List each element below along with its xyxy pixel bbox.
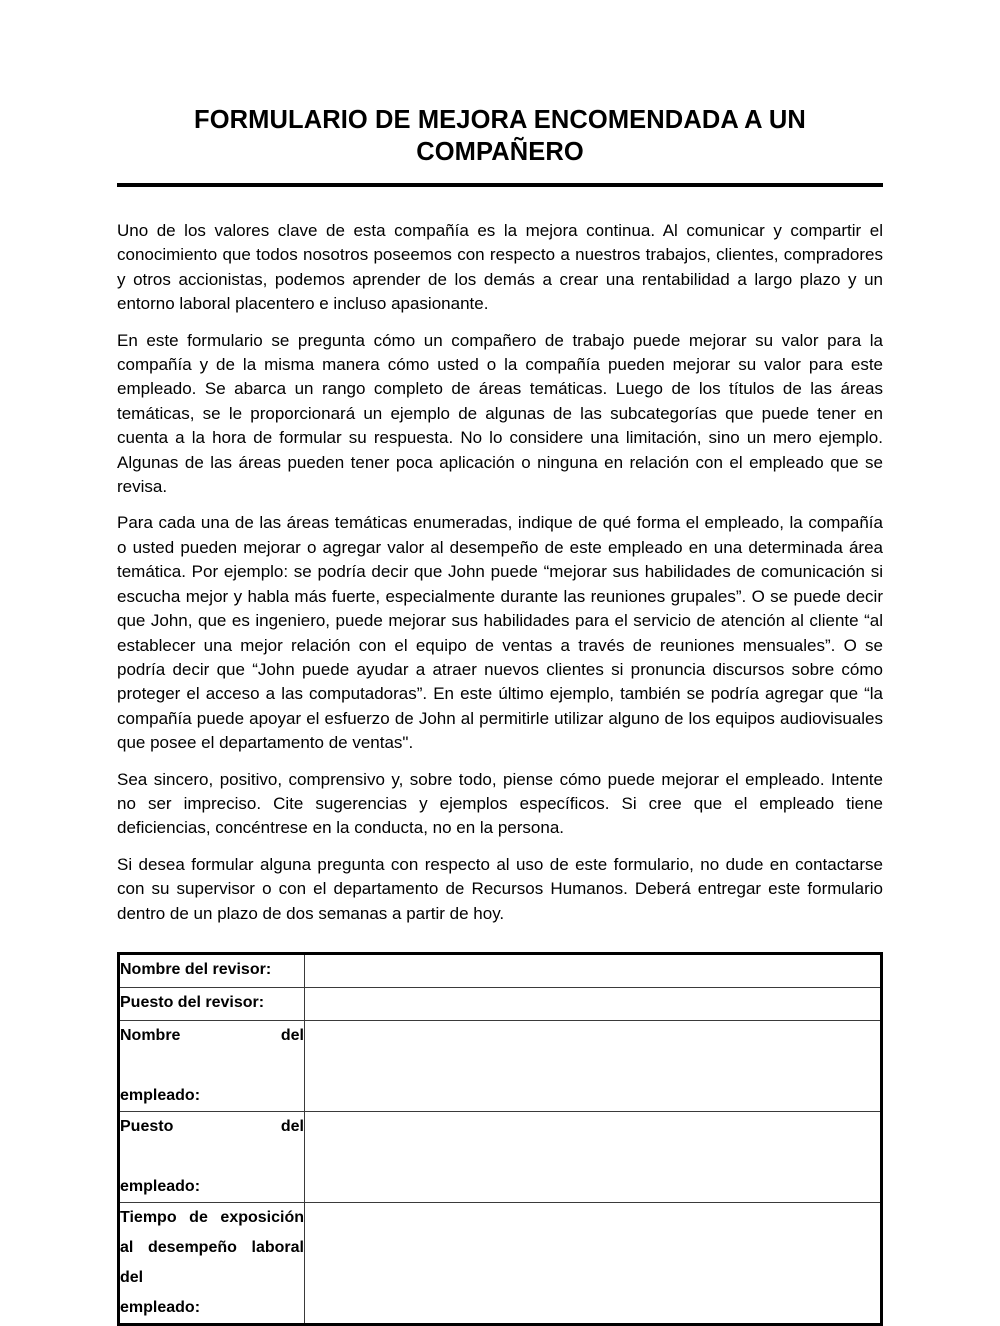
paragraph-examples: Para cada una de las áreas temáticas enumeradas, indique de qué forma el empleado, la compañía o usted pueden mejorar o agregar valor al desempeño de este empleado en una determinada área temática. Por ejemplo: se podría decir que John puede “mejorar sus habilidades de comunicación si escucha mejor y habla más fuerte, especialmente durante las reuniones grupales”. O se puede decir que John, que es ingeniero, puede mejorar sus habilidades para el servicio de atención al cliente “al establecer una mejor relación con el equipo de ventas a través de reuniones mensuales”. O se podría decir que “John puede ayudar a atraer nuevos clientes si pronuncia discursos sobre cómo proteger el acceso a las computadoras”. En este último ejemplo, también se podría agregar que “la compañía puede apoyar el esfuerzo de John al permitirle utilizar alguno de los equipos audiovisuales que posee el departamento de ventas". [117,513,883,753]
table-row [119,987,882,1020]
field-exposure-time[interactable] [305,1202,882,1324]
label-employee-position: Puesto del empleado: [119,1111,305,1202]
label-employee-name: Nombre del empleado: [119,1020,305,1111]
intro-paragraphs [117,219,883,926]
table-row [119,953,882,987]
label-reviewer-position: Puesto del revisor: [119,987,305,1020]
field-reviewer-name[interactable] [305,953,882,987]
paragraph-contact-deadline: Si desea formular alguna pregunta con respecto al uso de este formulario, no dude en contactarse con su supervisor o con el departamento de Recursos Humanos. Deberá entregar este formulario dentro de un plazo de dos semanas a partir de hoy. [117,854,883,923]
paragraph-tone-guidance: Sea sincero, positivo, comprensivo y, sobre todo, piense cómo puede mejorar el empleado. Intente no ser impreciso. Cite sugerencias y ejemplos específicos. Si cree que el empleado tiene deficiencias, concéntrese en la conducta, no en la persona. [117,769,883,838]
title-block [117,0,883,187]
form-table-wrapper [117,952,883,1326]
page-title: FORMULARIO DE MEJORA ENCOMENDADA A UN COMPAÑERO [194,106,806,166]
label-exposure-time: Tiempo de exposición al desempeño laboral del empleado: [119,1202,305,1324]
label-reviewer-name: Nombre del revisor: [119,953,305,987]
table-row [119,1202,882,1324]
paragraph-form-purpose: En este formulario se pregunta cómo un compañero de trabajo puede mejorar su valor para la compañía y de la misma manera cómo usted o la compañía pueden mejorar su valor para este empleado. Se abarca un rango completo de áreas temáticas. Luego de los títulos de las áreas temáticas, se le proporcionará un ejemplo de algunas de las subcategorías que puede tener en cuenta a la hora de formular su respuesta. No lo considere una limitación, sino un mero ejemplo. Algunas de las áreas pueden tener poca aplicación o ninguna en relación con el empleado que se revisa. [117,330,883,497]
table-row [119,1111,882,1202]
field-employee-name[interactable] [305,1020,882,1111]
paragraph-values: Uno de los valores clave de esta compañía es la mejora continua. Al comunicar y compartir el conocimiento que todos nosotros poseemos con respecto a nuestros trabajos, clientes, compradores y otros accionistas, podemos aprender de los demás a crear una rentabilidad a largo plazo y un entorno laboral placentero e incluso apasionante. [117,221,883,314]
field-reviewer-position[interactable] [305,987,882,1020]
document-body [117,0,883,1326]
table-row [119,1020,882,1111]
field-employee-position[interactable] [305,1111,882,1202]
reviewer-employee-form-table [117,952,883,1326]
title-divider [117,183,883,187]
